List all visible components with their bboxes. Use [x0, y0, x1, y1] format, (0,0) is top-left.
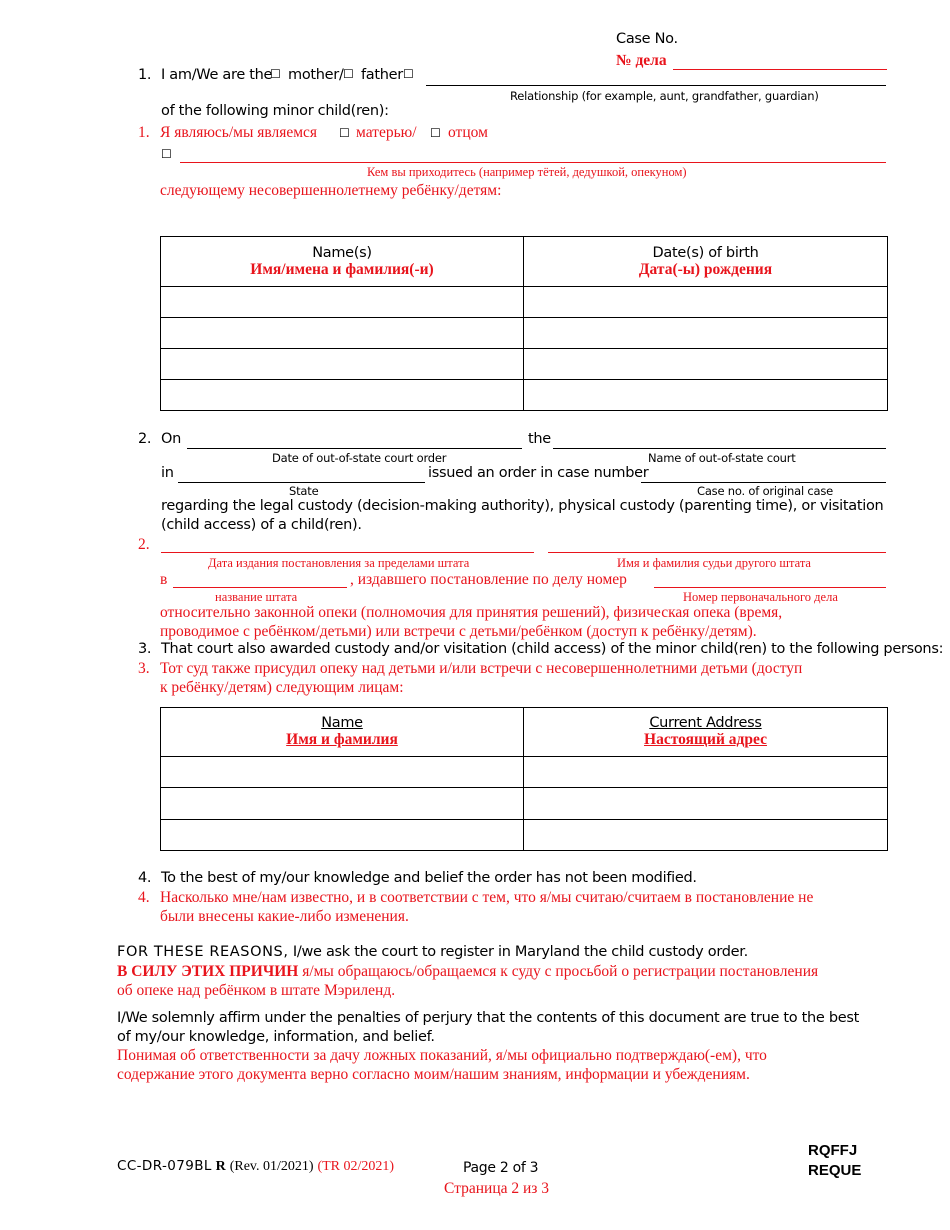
other-relationship-checkbox-ru[interactable]: ☐: [161, 147, 172, 161]
order-date-caption: Date of out-of-state court order: [272, 451, 447, 465]
item1-text-suffix: of the following minor child(ren):: [161, 103, 389, 119]
relationship-caption-ru: Кем вы приходитесь (например тётей, дедушкой, опекуном): [367, 165, 687, 179]
reasons-paragraph-ru: [117, 963, 818, 981]
table-row: [161, 287, 888, 318]
child-dob-cell[interactable]: [524, 380, 888, 411]
case-no-label-ru: № дела: [616, 52, 667, 69]
person-name-cell[interactable]: [161, 820, 524, 851]
child-name-cell[interactable]: [161, 380, 524, 411]
children-dob-header-ru: Дата(-ы) рождения: [638, 260, 773, 278]
case-no-field[interactable]: [673, 69, 887, 70]
child-dob-cell[interactable]: [524, 287, 888, 318]
children-dob-header-en: Date(s) of birth: [652, 244, 759, 261]
relationship-field[interactable]: [426, 85, 886, 86]
persons-address-header-en: Current Address: [649, 715, 762, 731]
item2-number: 2.: [138, 431, 152, 447]
page-number: Page 2 of 3: [463, 1160, 539, 1176]
reasons-text-ru: я/мы обращаюсь/обращаемся к суду с просьбой о регистрации постановления: [302, 963, 819, 980]
item3-number-ru: 3.: [138, 660, 150, 677]
reasons-lead-ru: В СИЛУ ЭТИХ ПРИЧИН: [117, 963, 299, 980]
item4-text-line1-ru: Насколько мне/нам известно, и в соответствии с тем, что я/мы считаю/считаем в постановление не: [160, 889, 814, 906]
court-name-field[interactable]: [553, 448, 886, 449]
child-name-cell[interactable]: [161, 349, 524, 380]
item2-issued-text-ru: , издавшего постановление по делу номер: [350, 571, 627, 588]
reasons-text-line2-ru: об опеке над ребёнком в штате Мэриленд.: [117, 982, 396, 999]
item4-text-line2-ru: были внесены какие-либо изменения.: [160, 908, 409, 925]
case-number-field-ru[interactable]: [654, 587, 886, 588]
children-name-header-en: Name(s): [312, 244, 372, 261]
mother-checkbox[interactable]: ☐: [270, 67, 281, 81]
person-address-cell[interactable]: [524, 820, 888, 851]
table-row: [161, 318, 888, 349]
form-id-block: [117, 1157, 394, 1175]
item3-text-line1-ru: Тот суд также присудил опеку над детьми и/или встречи с несовершеннолетними детьми (доступ: [160, 660, 803, 677]
case-number-caption: Case no. of original case: [697, 484, 834, 498]
children-dob-header: [524, 237, 888, 287]
child-name-cell[interactable]: [161, 318, 524, 349]
child-dob-cell[interactable]: [524, 318, 888, 349]
item1-text-prefix-ru: Я являюсь/мы являемся: [160, 124, 318, 141]
state-field[interactable]: [178, 482, 425, 483]
page-number-ru: Страница 2 из 3: [444, 1180, 550, 1197]
state-caption-ru: название штата: [215, 590, 298, 604]
father-label-ru: отцом: [448, 124, 488, 141]
item2-the: the: [528, 431, 551, 447]
item4-number-ru: 4.: [138, 889, 150, 906]
mother-label: mother/: [288, 67, 344, 83]
item4-number: 4.: [138, 870, 152, 886]
children-name-header: [161, 237, 524, 287]
persons-table: [160, 707, 888, 851]
case-no-label: Case No.: [616, 31, 678, 47]
affirm-line1-ru: Понимая об ответственности за дачу ложных показаний, я/мы официально подтверждаю(-ем), что: [117, 1047, 767, 1064]
reasons-paragraph: [117, 944, 748, 960]
case-number-field[interactable]: [641, 482, 886, 483]
mother-checkbox-ru[interactable]: ☐: [339, 126, 350, 140]
father-label: father: [361, 67, 403, 83]
form-tr: (TR 02/2021): [317, 1159, 395, 1174]
item3-text-line2-ru: к ребёнку/детям) следующим лицам:: [160, 679, 404, 696]
form-rev: (Rev. 01/2021): [229, 1159, 314, 1174]
judge-name-field-ru[interactable]: [548, 552, 886, 553]
state-caption: State: [289, 484, 319, 498]
father-checkbox-ru[interactable]: ☐: [430, 126, 441, 140]
persons-name-header-en: Name: [321, 715, 363, 731]
item2-body-line2: (child access) of a child(ren).: [161, 517, 362, 533]
persons-table-header: [161, 708, 888, 757]
father-checkbox[interactable]: ☐: [343, 67, 354, 81]
table-row: [161, 380, 888, 411]
person-name-cell[interactable]: [161, 757, 524, 788]
other-relationship-checkbox[interactable]: ☐: [403, 67, 414, 81]
affirm-line2-ru: содержание этого документа верно согласно моим/нашим знаниям, информации и убеждениям.: [117, 1066, 750, 1083]
table-row: [161, 757, 888, 788]
persons-name-header-ru: Имя и фамилия: [286, 731, 398, 748]
table-row: [161, 349, 888, 380]
form-code-1: RQFFJ: [808, 1142, 858, 1159]
item2-on: On: [161, 431, 182, 447]
children-name-header-ru: Имя/имена и фамилия(-и): [250, 260, 434, 278]
person-address-cell[interactable]: [524, 788, 888, 820]
item2-in-ru: в: [160, 571, 168, 588]
reasons-lead: FOR THESE REASONS,: [117, 944, 289, 960]
item1-text-prefix: I am/We are the: [161, 67, 273, 83]
table-row: [161, 820, 888, 851]
person-name-cell[interactable]: [161, 788, 524, 820]
children-table: [160, 236, 888, 411]
child-name-cell[interactable]: [161, 287, 524, 318]
person-address-cell[interactable]: [524, 757, 888, 788]
order-date-caption-ru: Дата издания постановления за пределами штата: [208, 556, 470, 570]
affirm-line1: I/We solemnly affirm under the penalties of perjury that the contents of this document are true to the best: [117, 1010, 860, 1026]
item3-number: 3.: [138, 641, 152, 657]
item1-number: 1.: [138, 67, 152, 83]
reasons-text: I/we ask the court to register in Maryland the child custody order.: [292, 944, 748, 960]
case-number-caption-ru: Номер первоначального дела: [683, 590, 838, 604]
mother-label-ru: матерью/: [356, 124, 417, 141]
affirm-line2: of my/our knowledge, information, and belief.: [117, 1029, 435, 1045]
child-dob-cell[interactable]: [524, 349, 888, 380]
item3-text: That court also awarded custody and/or visitation (child access) of the minor child(ren) to the following persons:: [161, 641, 944, 657]
table-row: [161, 788, 888, 820]
persons-address-header-ru: Настоящий адрес: [644, 731, 767, 748]
relationship-field-ru[interactable]: [180, 162, 886, 163]
form-code-2: REQUE: [808, 1162, 862, 1179]
item2-in: in: [161, 465, 174, 481]
court-name-caption: Name of out-of-state court: [648, 451, 796, 465]
item2-body-line2-ru: проводимое с ребёнком/детьми) или встречи с детьми/ребёнком (доступ к ребёнку/детям).: [160, 623, 757, 640]
item2-body-line1: regarding the legal custody (decision-making authority), physical custody (parenting time), or visitation: [161, 498, 884, 514]
judge-name-caption-ru: Имя и фамилия судьи другого штата: [617, 556, 811, 570]
state-field-ru[interactable]: [173, 587, 347, 588]
children-table-header: [161, 237, 888, 287]
item4-text: To the best of my/our knowledge and belief the order has not been modified.: [161, 870, 697, 886]
form-id: CC-DR-079BL: [117, 1158, 212, 1174]
item2-number-ru: 2.: [138, 536, 150, 553]
item2-issued-text: issued an order in case number: [428, 465, 649, 481]
order-date-field-ru[interactable]: [161, 552, 534, 553]
relationship-caption: Relationship (for example, aunt, grandfather, guardian): [510, 89, 819, 103]
item1-number-ru: 1.: [138, 124, 150, 141]
persons-address-header: [524, 708, 888, 757]
item2-body-line1-ru: относительно законной опеки (полномочия для принятия решений), физическая опека (время,: [160, 604, 783, 621]
form-id-suffix: R: [215, 1159, 226, 1174]
item1-text-suffix-ru: следующему несовершеннолетнему ребёнку/детям:: [160, 182, 502, 199]
order-date-field[interactable]: [187, 448, 522, 449]
persons-name-header: [161, 708, 524, 757]
